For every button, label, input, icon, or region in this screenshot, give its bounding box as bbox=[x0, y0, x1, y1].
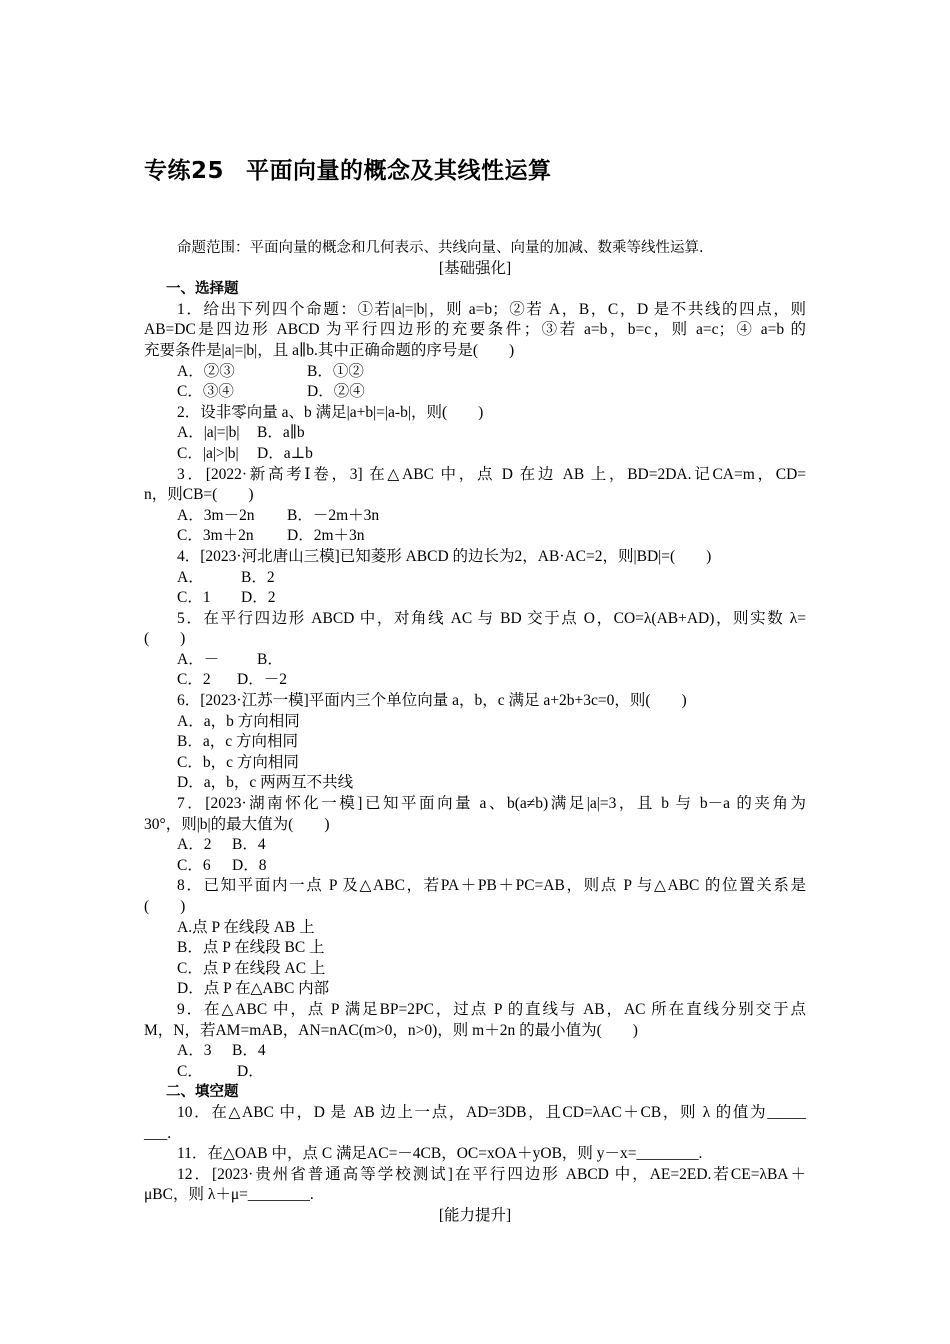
question-10: 10．在△ABC 中，D 是 AB 边上一点，AD=3DB，且CD=λAC＋CB，则 λ 的值为_____ ___. bbox=[144, 1103, 806, 1142]
question-2: 2．设非零向量 a、b 满足|a+b|=|a-b|，则( ) A．|a|=|b| B．a∥b C．|a|>|b| D．a⊥b bbox=[177, 403, 484, 462]
question-12: 12．[2023·贵州省普通高等学校测试]在平行四边形 ABCD 中，AE=2ED.若CE=λBA＋ μBC，则 λ＋μ=________. bbox=[144, 1165, 806, 1204]
question-8: 8．已知平面内一点 P 及△ABC，若PA＋PB＋PC=AB，则点 P 与△ABC 的位置关系是 ( ) A.点 P 在线段 AB 上 B．点 P 在线段 BC 上 C．点 P 在线段 AC 上 D．点 P 在△ABC 内部 bbox=[144, 877, 806, 998]
section-choice-title: 一、选择题 bbox=[166, 281, 239, 298]
title-number: 专练25 bbox=[144, 158, 225, 184]
question-3: 3．[2022·新高考Ⅰ卷，3] 在△ABC 中，点 D 在边 AB 上，BD=2DA.记CA=m，CD= n，则CB=( ) A．3m－2n B．－2m＋3n C．3m＋2n D．2m＋3n bbox=[144, 465, 806, 545]
title-text: 平面向量的概念及其线性运算 bbox=[246, 158, 552, 184]
question-1-options-ab: A．②③ B．①② bbox=[177, 362, 364, 380]
ability-label: [能力提升] bbox=[438, 1206, 512, 1224]
question-4: 4．[2023·河北唐山三模]已知菱形 ABCD 的边长为2，AB·AC=2，则|BD|=( ) A． B．2 C．1 D．2 bbox=[177, 547, 712, 607]
question-1-options-cd: C．③④ D．②④ bbox=[177, 383, 365, 401]
question-6: 6．[2023·江苏一模]平面内三个单位向量 a，b，c 满足 a+2b+3c=0，则( ) A．a，b 方向相同 B．a，c 方向相同 C．b，c 方向相同 D．a，b，c 两两互不共线 bbox=[177, 692, 687, 792]
document-body bbox=[144, 238, 806, 1227]
page-title bbox=[144, 152, 552, 185]
question-7: 7．[2023·湖南怀化一模]已知平面向量 a、b(a≠b)满足|a|=3，且 b 与 b－a 的夹角为 30°，则|b|的最大值为( ) A．2 B．4 C．6 D．8 bbox=[144, 795, 806, 874]
question-11: 11．在△OAB 中，点 C 满足AC=－4CB，OC=xOA＋yOB，则 y－x=________. bbox=[177, 1145, 703, 1163]
basic-label: [基础强化] bbox=[438, 259, 512, 277]
scope-text: 命题范围：平面向量的概念和几何表示、共线向量、向量的加减、数乘等线性运算. bbox=[177, 240, 704, 256]
section-fill-title: 二、填空题 bbox=[166, 1084, 239, 1101]
question-5: 5．在平行四边形 ABCD 中，对角线 AC 与 BD 交于点 O，CO=λ(AB+AD)，则实数 λ= ( ) A．－ B． C．2 D．－2 bbox=[144, 609, 806, 689]
question-1: 1．给出下列四个命题：①若|a|=|b|，则 a=b；②若 A，B，C，D 是不共线的四点，则 AB=DC是四边形 ABCD 为平行四边形的充要条件；③若 a=b，b=c，则 a=c；④ a=b 的 充要条件是|a|=|b|，且 a∥b.其中正确命题的序号是( ) A．②③ B．①② C．③④ D．②④ bbox=[144, 300, 806, 403]
question-9: 9．在△ABC 中，点 P 满足BP=2PC，过点 P 的直线与 AB，AC 所在直线分别交于点 M，N，若AM=mAB，AN=nAC(m>0，n>0)，则 m＋2n 的最小值为( ) A．3 B．4 C． D． bbox=[144, 1000, 806, 1080]
